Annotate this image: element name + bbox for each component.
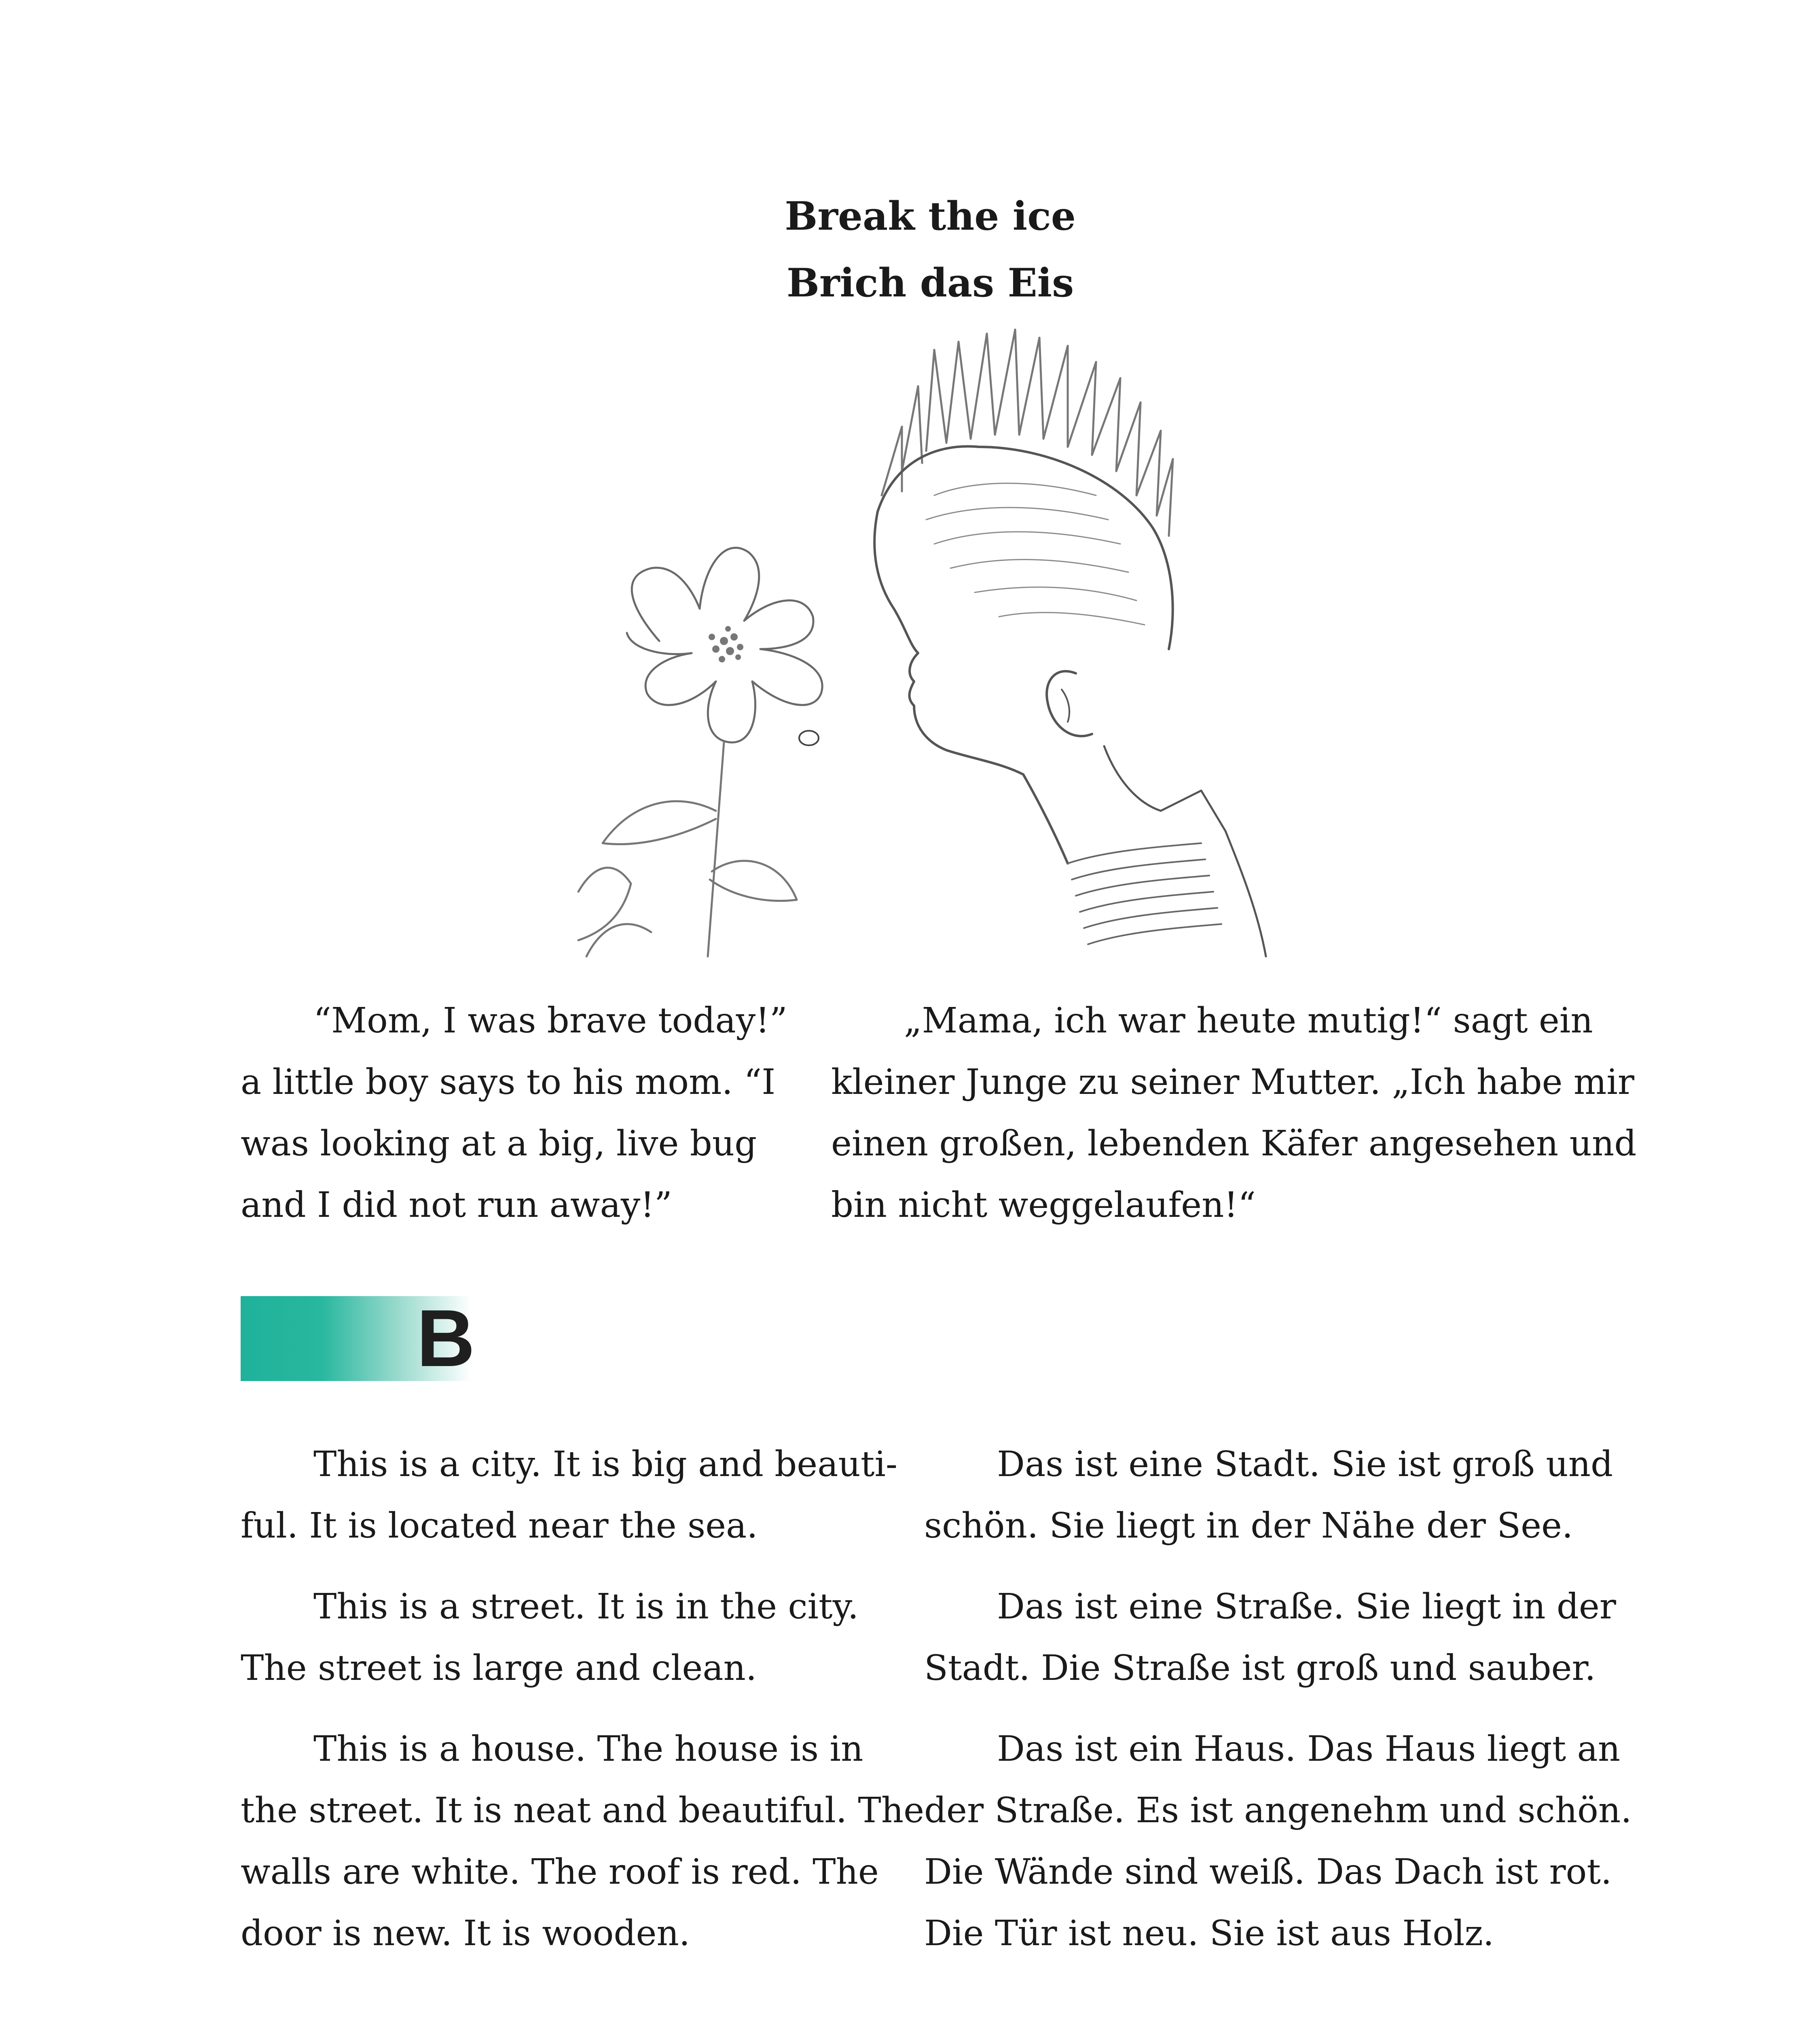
paragraph-city-en: This is a city. It is big and beauti-ful. It is located near the sea.	[241, 1444, 897, 1546]
paragraph-house-de: Das ist ein Haus. Das Haus liegt an der Straße. Es ist angenehm und schön. Die Wände sind weiß. Das Dach ist rot. Die Tür ist neu. Sie ist aus Holz.	[924, 1729, 1632, 1954]
boy-smelling-flower-illustration	[570, 326, 1290, 958]
paragraph-street-de: Das ist eine Straße. Sie liegt in der Stadt. Die Straße ist groß und sauber.	[924, 1586, 1616, 1688]
section-b-letter: B	[417, 1293, 475, 1383]
story-text-german	[831, 990, 1648, 1236]
title-english: Break the ice	[785, 193, 1076, 239]
title-german: Brich das Eis	[786, 260, 1074, 306]
section-b-text-german	[924, 1434, 1652, 1964]
story-paragraph: “Mom, I was brave today!” a little boy says to his mom. “I was looking at a big, live bug and I did not run away!”	[241, 1000, 787, 1225]
paragraph-city-de: Das ist eine Stadt. Sie ist groß und schön. Sie liegt in der Nähe der See.	[924, 1444, 1613, 1546]
paragraph-street-en: This is a street. It is in the city. The street is large and clean.	[241, 1586, 859, 1688]
section-b-text-english	[241, 1434, 928, 1964]
story-paragraph: „Mama, ich war heute mutig!“ sagt ein kleiner Junge zu seiner Mutter. „Ich habe mir einen großen, lebenden Käfer angesehen und bin nicht weggelaufen!“	[831, 1000, 1637, 1225]
paragraph-house-en: This is a house. The house is in the street. It is neat and beautiful. The walls are white. The roof is red. The door is new. It is wooden.	[241, 1729, 925, 1954]
story-text-english	[241, 990, 815, 1236]
